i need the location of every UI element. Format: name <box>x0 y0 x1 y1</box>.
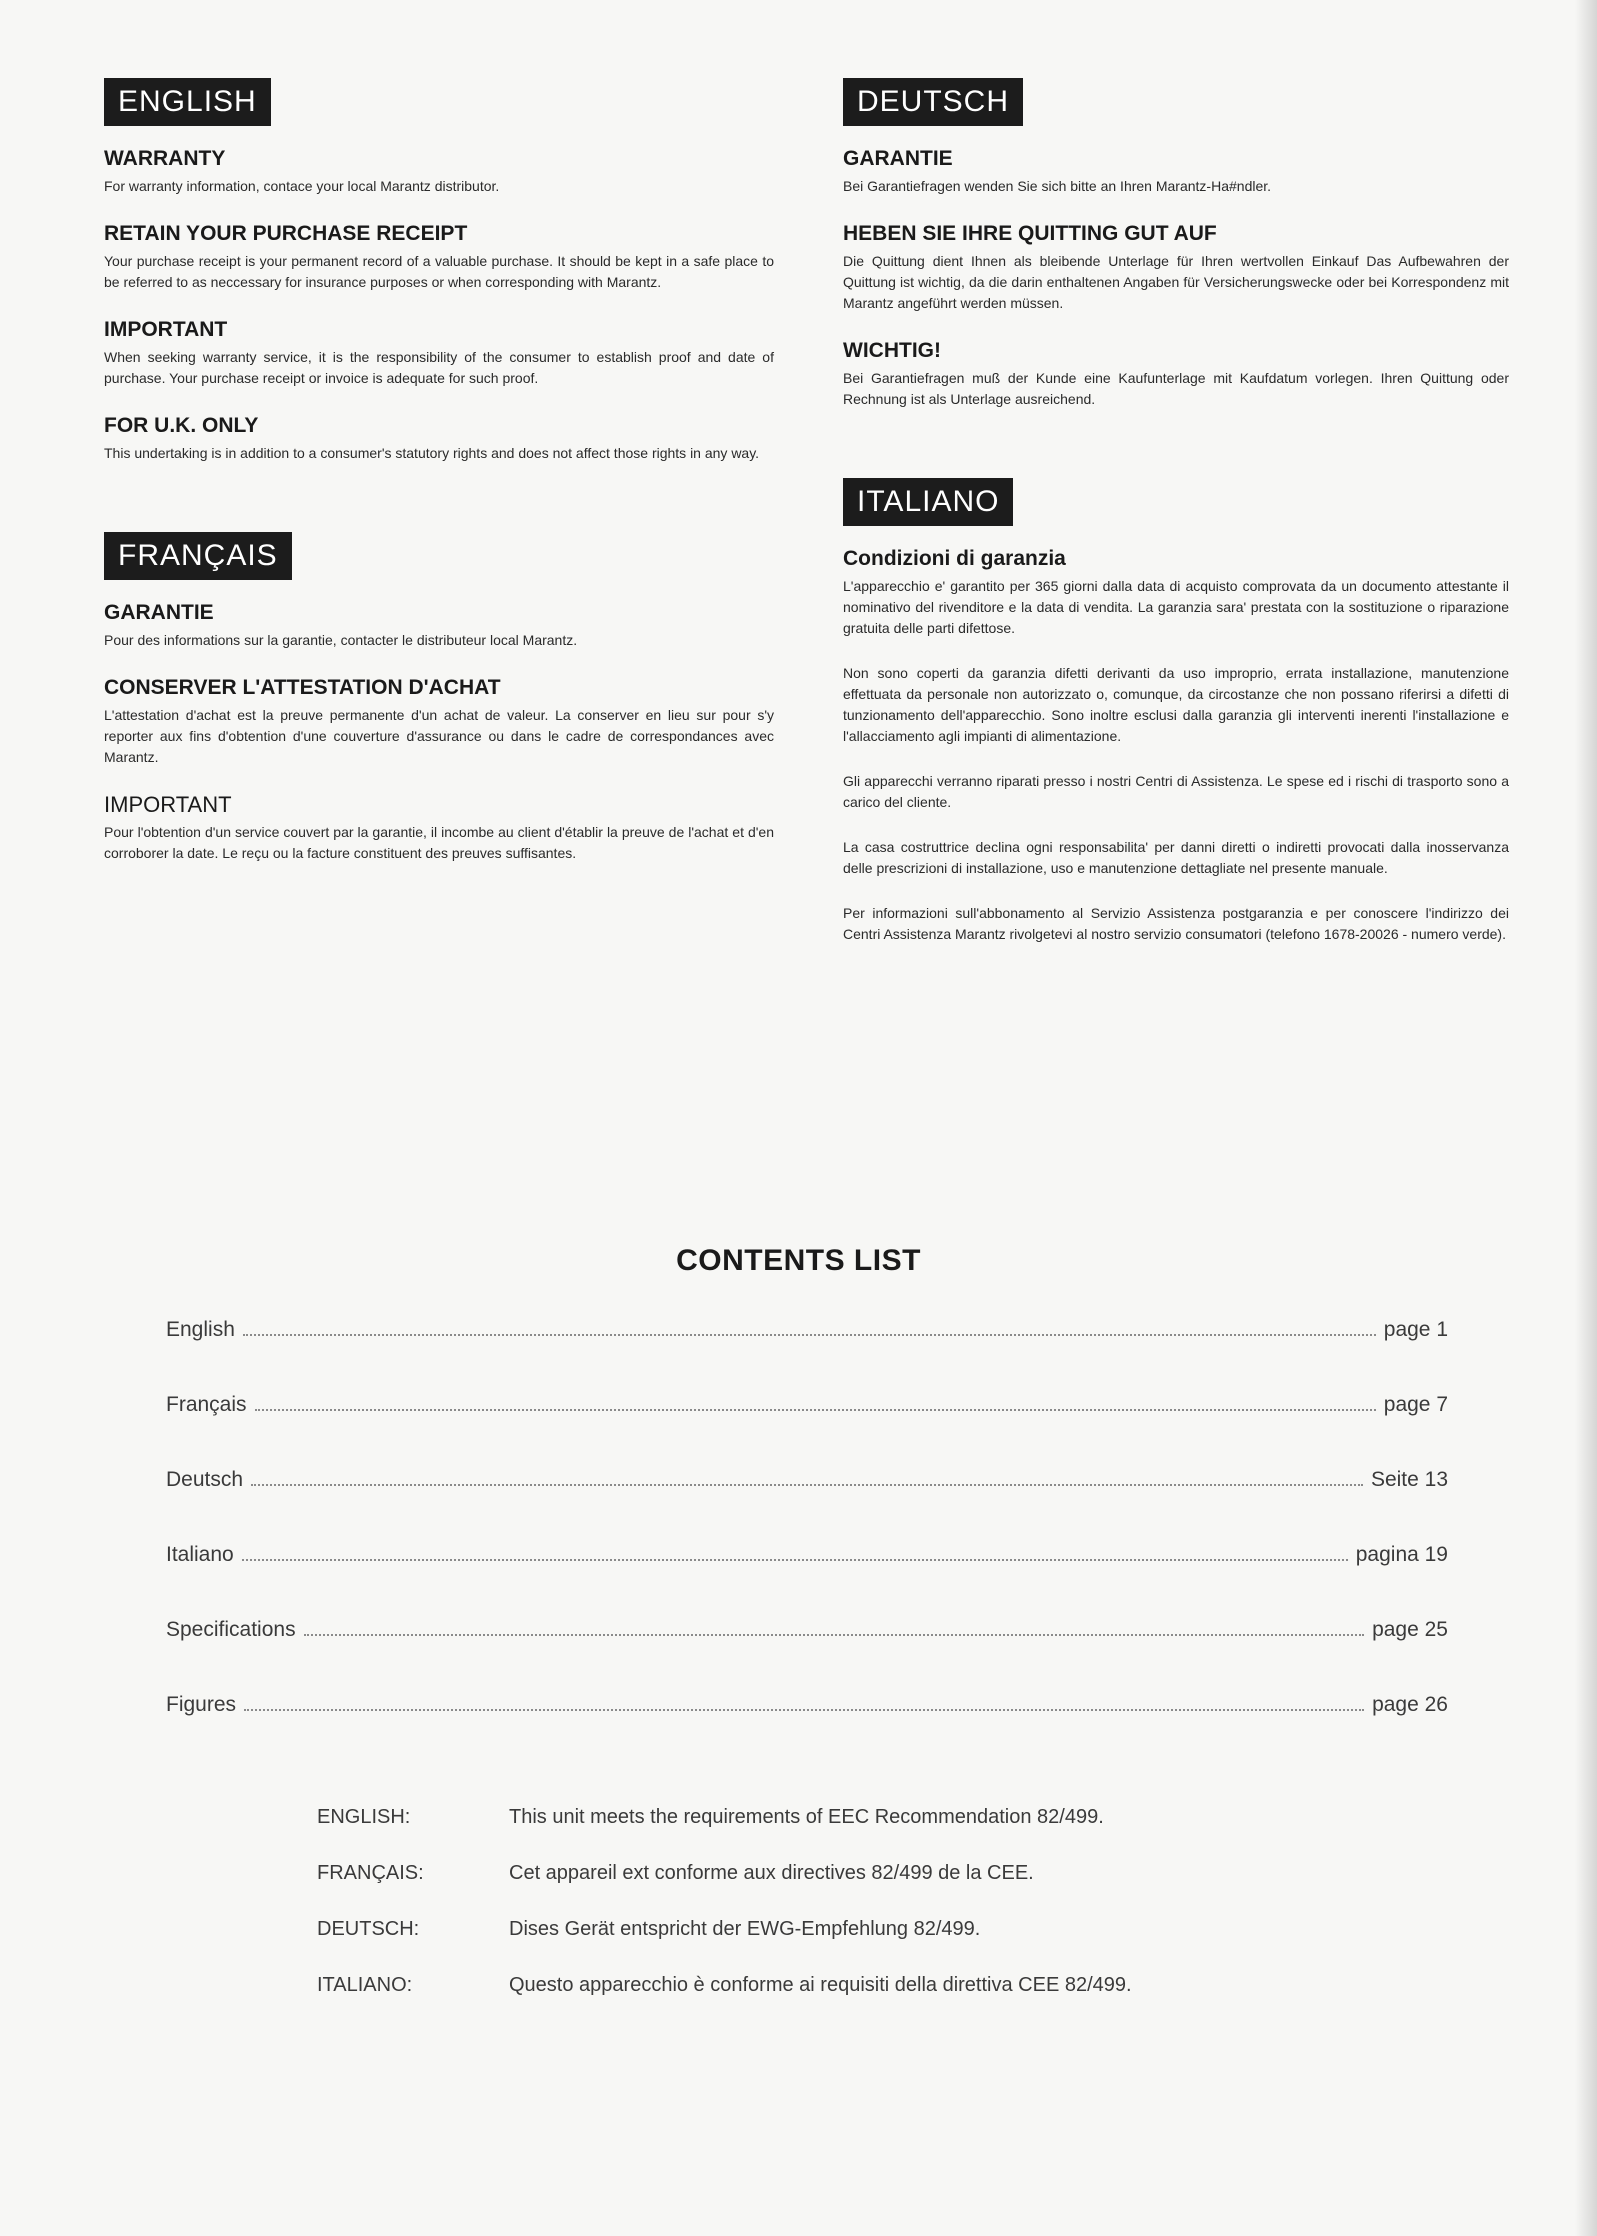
toc-label: English <box>166 1318 235 1341</box>
deutsch-quittung <box>843 221 1509 314</box>
toc-label: Français <box>166 1393 247 1416</box>
section-text: Per informazioni sull'abbonamento al Servizio Assistenza postgaranzia e per conoscere l'indirizzo dei Centri Assistenza Marantz rivolgetevi al nostro servizio consumatori (telefono 1678-20026 - numero verde). <box>843 905 1509 942</box>
section-heading: RETAIN YOUR PURCHASE RECEIPT <box>104 222 468 245</box>
compliance-language: ENGLISH: <box>317 1806 411 1828</box>
section-text: For warranty information, contace your local Marantz distributor. <box>104 178 500 194</box>
toc-entry <box>166 1543 1448 1618</box>
toc-leader-dots <box>244 1709 1364 1711</box>
section-text: Your purchase receipt is your permanent record of a valuable purchase. It should be kept in a safe place to be referred to as neccessary for insurance purposes or when corresponding with Marantz. <box>104 253 774 290</box>
spacer <box>104 488 774 532</box>
francais-tag: FRANÇAIS <box>104 532 292 580</box>
english-retain-receipt <box>104 221 774 293</box>
english-uk-only <box>104 413 774 464</box>
toc-leader-dots <box>243 1334 1376 1336</box>
section-heading: WICHTIG! <box>843 339 941 362</box>
francais-garantie <box>104 600 774 651</box>
section-text: L'apparecchio e' garantito per 365 giorni dalla data di acquisto comprovata da un documento attestante il nominativo del rivenditore e la data di vendita. La garanzia sara' prestata con la sostituzione o riparazione gratuita delle parti difettose. <box>843 578 1509 636</box>
toc-leader-dots <box>251 1484 1363 1486</box>
italiano-condizioni <box>843 546 1509 945</box>
compliance-row <box>317 1806 1317 1862</box>
toc-label: Italiano <box>166 1543 234 1566</box>
toc-page: Seite 13 <box>1370 1468 1448 1491</box>
section-heading: HEBEN SIE IHRE QUITTING GUT AUF <box>843 222 1217 245</box>
compliance-text: Questo apparecchio è conforme ai requisiti della direttiva CEE 82/499. <box>509 1974 1132 1996</box>
toc-page: pagina 19 <box>1355 1543 1448 1566</box>
section-heading: Condizioni di garanzia <box>843 547 1066 570</box>
spacer <box>843 434 1509 478</box>
section-text: La casa costruttrice declina ogni responsabilita' per danni diretti o indiretti provocati dalla inosservanza delle prescrizioni di installazione, uso e manutenzione dettagliate nel presente manuale. <box>843 839 1509 876</box>
toc-leader-dots <box>242 1559 1348 1561</box>
english-tag: ENGLISH <box>104 78 271 126</box>
toc-entry <box>166 1618 1448 1693</box>
section-heading: GARANTIE <box>104 601 214 624</box>
section-heading: IMPORTANT <box>104 792 232 817</box>
section-text: Die Quittung dient Ihnen als bleibende Unterlage für Ihren wertvollen Einkauf Das Aufbewahren der Quittung ist wichtig, da die darin enthaltenen Angaben für Versicherungswecke oder bei Korrespondenz mit Marantz angeführt werden müssen. <box>843 253 1509 311</box>
contents-title: CONTENTS LIST <box>676 1244 921 1277</box>
english-warranty <box>104 146 774 197</box>
toc-page: page 7 <box>1383 1393 1448 1416</box>
section-text: Gli apparecchi verranno riparati presso i nostri Centri di Assistenza. Le spese ed i rischi di trasporto sono a carico del cliente. <box>843 773 1509 810</box>
italiano-tag: ITALIANO <box>843 478 1013 526</box>
section-text: Bei Garantiefragen wenden Sie sich bitte an Ihren Marantz-Ha#ndler. <box>843 178 1272 194</box>
section-heading: FOR U.K. ONLY <box>104 414 259 437</box>
francais-conserver <box>104 675 774 768</box>
section-text: When seeking warranty service, it is the responsibility of the consumer to establish proof and date of purchase. Your purchase receipt or invoice is adequate for such proof. <box>104 349 774 386</box>
toc-entry <box>166 1468 1448 1543</box>
compliance-statements <box>317 1806 1317 2030</box>
section-text: Pour des informations sur la garantie, contacter le distributeur local Marantz. <box>104 632 578 648</box>
contents-list <box>166 1318 1448 1768</box>
right-column <box>843 78 1509 969</box>
compliance-language: DEUTSCH: <box>317 1918 420 1940</box>
section-heading: WARRANTY <box>104 147 226 170</box>
page-edge-shadow <box>1575 0 1597 2236</box>
deutsch-garantie <box>843 146 1509 197</box>
compliance-language: ITALIANO: <box>317 1974 413 1996</box>
section-text: This undertaking is in addition to a consumer's statutory rights and does not affect those rights in any way. <box>104 445 760 461</box>
toc-label: Specifications <box>166 1618 296 1641</box>
compliance-row <box>317 1974 1317 2030</box>
deutsch-wichtig <box>843 338 1509 410</box>
toc-entry <box>166 1693 1448 1768</box>
toc-label: Deutsch <box>166 1468 244 1491</box>
francais-important <box>104 792 774 864</box>
compliance-language: FRANÇAIS: <box>317 1862 424 1884</box>
toc-page: page 25 <box>1372 1618 1448 1641</box>
toc-page: page 1 <box>1383 1318 1448 1341</box>
compliance-text: Cet appareil ext conforme aux directives 82/499 de la CEE. <box>509 1862 1034 1884</box>
left-column <box>104 78 774 888</box>
deutsch-tag: DEUTSCH <box>843 78 1023 126</box>
toc-page: page 26 <box>1372 1693 1448 1716</box>
compliance-text: This unit meets the requirements of EEC Recommendation 82/499. <box>509 1806 1104 1828</box>
toc-entry <box>166 1318 1448 1393</box>
section-heading: CONSERVER L'ATTESTATION D'ACHAT <box>104 676 501 699</box>
english-important <box>104 317 774 389</box>
compliance-row <box>317 1862 1317 1918</box>
section-text: Bei Garantiefragen muß der Kunde eine Kaufunterlage mit Kaufdatum vorlegen. Ihren Quittung oder Rechnung ist als Unterlage ausreichend. <box>843 370 1509 407</box>
compliance-row <box>317 1918 1317 1974</box>
toc-leader-dots <box>255 1409 1376 1411</box>
compliance-text: Dises Gerät entspricht der EWG-Empfehlung 82/499. <box>509 1918 981 1940</box>
toc-leader-dots <box>304 1634 1365 1636</box>
section-text: L'attestation d'achat est la preuve permanente d'un achat de valeur. La conserver en lieu sur pour s'y reporter aux fins d'obtention d'une couverture d'assurance ou dans le cadre de correspondances avec Marantz. <box>104 707 774 765</box>
section-heading: IMPORTANT <box>104 318 228 341</box>
toc-entry <box>166 1393 1448 1468</box>
toc-label: Figures <box>166 1693 237 1716</box>
section-text: Pour l'obtention d'un service couvert par la garantie, il incombe au client d'établir la preuve de l'achat et d'en corroborer la date. Le reçu ou la facture constituent des preuves suffisantes. <box>104 824 774 861</box>
section-heading: GARANTIE <box>843 147 953 170</box>
section-text: Non sono coperti da garanzia difetti derivanti da uso improprio, errata installazione, manutenzione effettuata da personale non autorizzato o, comunque, da circostanze che non possano riferirsi a difetti di tunzionamento dell'apparecchio. Sono inoltre esclusi dalla garanzia gli interventi inerenti l'installazione e l'allacciamento agli impianti di alimentazione. <box>843 665 1509 744</box>
